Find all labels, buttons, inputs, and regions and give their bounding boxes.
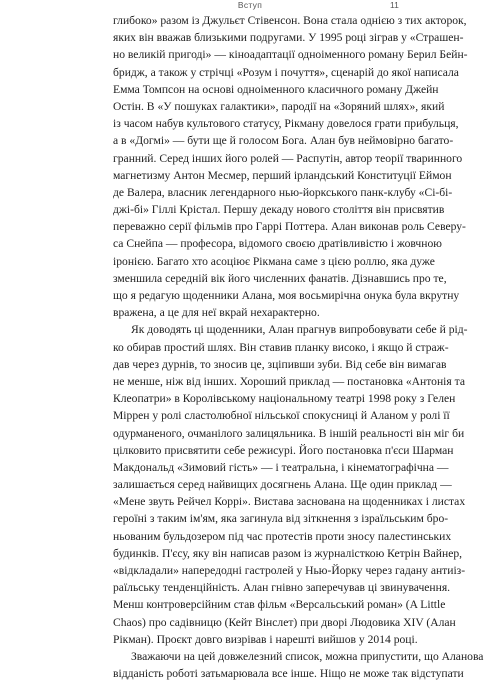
page-number: 11 [390,0,399,10]
text-line: «відкладали» напередодні гастролей у Нью-Йорку через гадану антиіз- [113,564,466,577]
text-line: зменшила середній вік його численних фанатів. Дізнавшись про те, [113,271,447,285]
body-text [113,12,484,682]
text-line: залишається серед найвищих досягнень Алана. Ще один приклад — [113,478,452,492]
text-line: цілковито присвятити себе режисурі. Його постановка п'єси Шарман [113,443,454,457]
text-line: Менш контроверсійним став фільм «Версальський роман» (A Little [113,598,446,612]
text-line: вражена, а це для неї вкрай нехарактерно. [113,306,320,320]
text-line: Клеопатри» в Королівському національному театрі 1998 року з Гелен [113,392,456,406]
text-line: Як доводять ці щоденники, Алан прагнув випробовувати себе й рід- [131,323,468,337]
text-line: ньованим бульдозером під час протестів проти зносу палестинських [113,529,452,543]
text-line: а в «Догмі» — бути ще й голосом Бога. Алан був неймовірно багато- [113,134,454,148]
text-line: джі-бі» Гіллі Крістал. Першу декаду нового століття він присвятив [113,203,445,217]
text-line: Міррен у ролі сластолюбної нільської спокусниці й Аланом у ролі її [113,409,450,423]
text-line: Chaos) про садівницю (Кейт Вінслет) при дворі Людовика XIV (Алан [113,615,456,629]
text-line: переважно серії фільмів про Гаррі Поттера. Алан виконав роль Северу- [113,220,466,234]
chapter-title: Вступ [237,0,263,10]
text-line: глибоко» разом із Джульєт Стівенсон. Вона стала однією з тих акторок, [113,14,467,27]
text-line: са Снейпа — професора, відомого своєю дратівливістю і жовчною [113,237,442,251]
text-line: бридж, а також у стрічці «Розум і почуття», сценарій до якої написала [113,65,459,79]
text-line: ко обирав простий шлях. Він ставив планку високо, і якщо й страж- [113,340,449,354]
text-line: но великій пригоді» — кіноадаптації одноіменного роману Берил Бейн- [113,48,468,62]
text-line: відданість роботі затьмарювала все інше. Ніщо не може так відступати [113,667,464,681]
text-line: магнетизму Антон Месмер, перший ірландський Конституції Еймон [113,168,452,182]
text-line: іронією. Багато хто асоціює Рікмана саме з цією роллю, яка дуже [113,254,435,268]
text-line: яких він вважав близькими подругами. У 1995 році зіграв у «Страшен- [113,31,464,45]
running-head [0,0,500,10]
text-line: дав через дурнів, то зносив це, зціпивши зуби. Від себе він вимагав [113,357,447,371]
text-line: «Мене звуть Рейчел Коррі». Вистава заснована на щоденниках і листах [113,495,466,509]
text-line: Емма Томпсон на основі одноіменного класичного роману Джейн [113,82,439,96]
text-line: не менше, ніж від інших. Хороший приклад — постановка «Антонія та [113,374,465,388]
text-line: де Валера, власник легендарного нью-йоркського панк-клубу «Сі-бі- [113,185,453,199]
text-line: героїні з таким ім'ям, яка загинула від зіткнення з ізраїльським бро- [113,512,449,526]
text-line: Макдональд «Зимовий гість» — і театральна, і кінематографічна — [113,460,449,474]
text-line: Зважаючи на цей довжелезний список, можна припустити, що Аланова [131,649,484,663]
text-line: Остін. В «У пошуках галактики», пародії на «Зоряний шлях», який [113,99,445,113]
text-line: що я редагую щоденники Алана, моя восьмирічна онука була вкрутну [113,289,460,302]
text-line: Рікман). Проєкт довго визрівав і нарешті вийшов у 2014 році. [113,632,418,646]
text-line: одурманеного, очманілого залицяльника. В іншій реальності він міг би [113,426,465,440]
text-line: із часом набув культового статусу, Рікману довелося грати прибульця, [113,117,459,131]
text-line: гранний. Серед інших його ролей — Распутін, автор теорії тваринного [113,151,463,165]
text-line: раїльську тенденційність. Алан гнівно заперечував ці звинувачення. [113,581,451,595]
text-line: будинків. П'єсу, яку він написав разом із журналісткою Кетрін Вайнер, [113,546,463,560]
